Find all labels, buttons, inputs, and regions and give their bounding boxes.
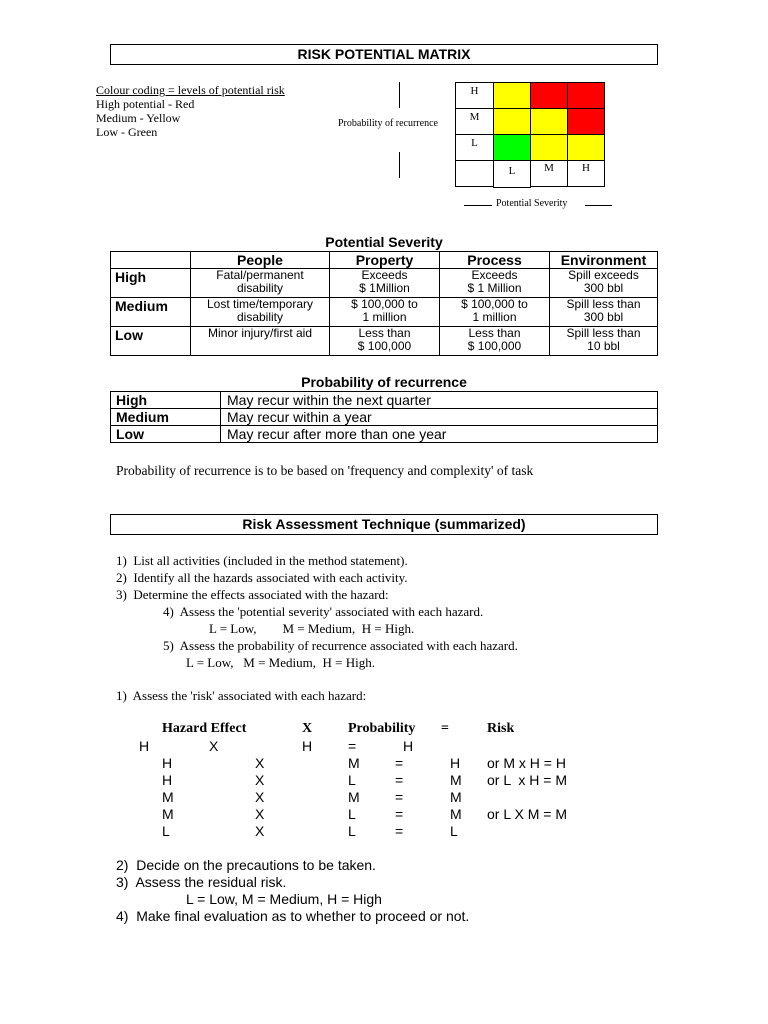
matrix-cell-m-l — [493, 108, 531, 135]
probability-row-label: Low — [111, 426, 221, 443]
severity-row-label: Medium — [111, 298, 191, 327]
grid-first-risk: H — [403, 738, 414, 754]
y-axis-label: Probability of recurrence — [338, 118, 438, 129]
grid-cell: = — [395, 823, 404, 839]
table-row — [111, 409, 658, 426]
probability-row-text: May recur within a year — [221, 409, 658, 426]
list-item: 4) Assess the 'potential severity' associated with each hazard. — [163, 604, 484, 619]
technique-steps-a — [116, 552, 518, 671]
grid-cell: = — [395, 789, 404, 805]
grid-first-probability: H — [302, 738, 313, 754]
page-title: RISK POTENTIAL MATRIX — [110, 44, 658, 65]
severity-header-row — [111, 252, 658, 269]
severity-cell: Less than $ 100,000 — [330, 327, 440, 356]
matrix-row-label-h: H — [455, 82, 494, 109]
legend-heading: Colour coding = levels of potential risk — [96, 83, 285, 97]
grid-cell: H — [450, 755, 461, 771]
list-item: L = Low, M = Medium, H = High. — [186, 655, 375, 670]
probability-row-label: Medium — [111, 409, 221, 426]
grid-header-risk: Risk — [487, 721, 515, 736]
x-axis-line-right — [585, 205, 612, 206]
severity-cell: Less than $ 100,000 — [440, 327, 550, 356]
grid-cell: M — [348, 789, 360, 805]
probability-row-text: May recur after more than one year — [221, 426, 658, 443]
matrix-cell-h-l — [493, 82, 531, 109]
severity-header-process: Process — [440, 252, 550, 269]
grid-header-equals: = — [441, 721, 449, 736]
list-item: 5) Assess the probability of recurrence associated with each hazard. — [163, 638, 518, 653]
grid-header-probability: Probability — [348, 721, 416, 736]
matrix-row-label-m: M — [455, 108, 494, 135]
matrix-cell-h-m — [530, 82, 568, 109]
risk-matrix — [455, 82, 605, 188]
grid-cell: M — [450, 789, 462, 805]
matrix-col-label-h: H — [567, 160, 605, 187]
matrix-col-label-l: L — [493, 160, 531, 188]
grid-cell: H — [162, 755, 173, 771]
list-item: 1) Assess the 'risk' associated with each hazard: — [116, 688, 367, 703]
grid-header-x: X — [302, 721, 313, 736]
matrix-row-label-l: L — [455, 134, 494, 161]
table-row — [111, 392, 658, 409]
legend-medium: Medium - Yellow — [96, 111, 181, 125]
grid-cell: H — [162, 772, 173, 788]
probability-row-label: High — [111, 392, 221, 409]
grid-cell: M — [450, 772, 462, 788]
severity-cell: Minor injury/first aid — [191, 327, 330, 356]
grid-cell: M — [162, 806, 174, 822]
matrix-cell-m-m — [530, 108, 568, 135]
matrix-cell-m-h — [567, 108, 605, 135]
matrix-cell-l-m — [530, 134, 568, 161]
x-axis-label: Potential Severity — [496, 198, 568, 209]
grid-cell: or L x H = M — [487, 772, 568, 788]
technique-title: Risk Assessment Technique (summarized) — [110, 514, 658, 535]
table-row — [111, 269, 658, 298]
matrix-corner — [455, 160, 494, 187]
grid-cell: X — [255, 789, 265, 805]
grid-cell: L — [348, 806, 356, 822]
y-axis-line-top — [399, 82, 400, 108]
severity-cell: Exceeds $ 1 Million — [440, 269, 550, 298]
probability-caption: Probability of recurrence — [301, 374, 467, 390]
risk-grid — [0, 720, 768, 840]
grid-cell: X — [255, 772, 265, 788]
x-axis-line-left — [464, 205, 492, 206]
grid-cell: L — [450, 823, 458, 839]
grid-cell: = — [395, 755, 404, 771]
legend-high: High potential - Red — [96, 97, 195, 111]
grid-first-equals: = — [348, 738, 357, 754]
grid-cell: X — [255, 823, 265, 839]
y-axis-line-bottom — [399, 152, 400, 178]
grid-cell: or L X M = M — [487, 806, 568, 822]
list-item: 2) Identify all the hazards associated with each activity. — [116, 570, 408, 585]
severity-row-label: High — [111, 269, 191, 298]
severity-row-label: Low — [111, 327, 191, 356]
severity-header-blank — [111, 252, 191, 269]
table-row — [111, 298, 658, 327]
matrix-cell-l-h — [567, 134, 605, 161]
grid-cell: X — [255, 806, 265, 822]
severity-header-environment: Environment — [550, 252, 658, 269]
grid-first-x: X — [209, 738, 219, 754]
severity-caption: Potential Severity — [325, 234, 443, 250]
grid-cell: = — [395, 772, 404, 788]
severity-cell: $ 100,000 to 1 million — [440, 298, 550, 327]
severity-table — [110, 251, 658, 356]
grid-cell: L — [348, 772, 356, 788]
matrix-col-label-m: M — [530, 160, 568, 187]
legend-low: Low - Green — [96, 125, 158, 139]
colour-legend — [96, 83, 285, 139]
grid-cell: L — [348, 823, 356, 839]
list-item: 4) Make final evaluation as to whether to proceed or not. — [116, 908, 470, 924]
severity-cell: Exceeds $ 1Million — [330, 269, 440, 298]
grid-cell: M — [162, 789, 174, 805]
severity-cell: Spill exceeds 300 bbl — [550, 269, 658, 298]
severity-cell: Lost time/temporary disability — [191, 298, 330, 327]
grid-header-hazard: Hazard Effect — [162, 721, 247, 736]
table-row — [111, 426, 658, 443]
severity-cell: Spill less than 10 bbl — [550, 327, 658, 356]
grid-cell: L — [162, 823, 170, 839]
matrix-cell-h-h — [567, 82, 605, 109]
severity-header-property: Property — [330, 252, 440, 269]
severity-cell: Fatal/permanent disability — [191, 269, 330, 298]
grid-cell: or M x H = H — [487, 755, 566, 771]
severity-cell: Spill less than 300 bbl — [550, 298, 658, 327]
grid-cell: M — [450, 806, 462, 822]
list-item: 1) List all activities (included in the method statement). — [116, 553, 408, 568]
probability-table — [110, 391, 658, 443]
grid-cell: = — [395, 806, 404, 822]
list-item: L = Low, M = Medium, H = High — [186, 891, 382, 907]
assess-risk-step — [116, 687, 366, 704]
list-item: 2) Decide on the precautions to be taken. — [116, 857, 376, 873]
matrix-cell-l-l — [493, 134, 531, 161]
probability-note: Probability of recurrence is to be based on 'frequency and complexity' of task — [116, 463, 534, 478]
grid-cell: M — [348, 755, 360, 771]
list-item: 3) Assess the residual risk. — [116, 874, 287, 890]
table-row — [111, 327, 658, 356]
grid-first-hazard: H — [139, 738, 150, 754]
probability-row-text: May recur within the next quarter — [221, 392, 658, 409]
list-item: L = Low, M = Medium, H = High. — [209, 621, 415, 636]
grid-cell: X — [255, 755, 265, 771]
severity-header-people: People — [191, 252, 330, 269]
severity-cell: $ 100,000 to 1 million — [330, 298, 440, 327]
technique-steps-b — [116, 857, 469, 925]
list-item: 3) Determine the effects associated with the hazard: — [116, 587, 389, 602]
